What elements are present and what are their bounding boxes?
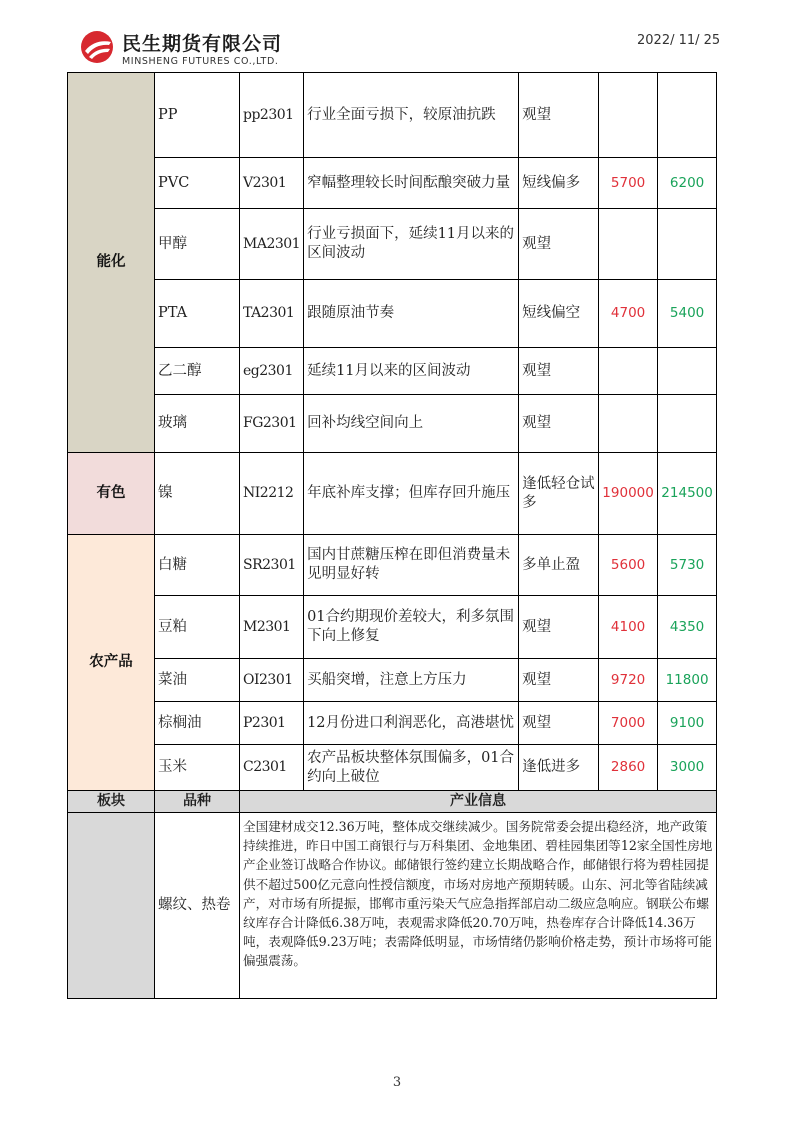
company-logo-icon [80, 30, 114, 64]
strategy: 短线偏空 [519, 280, 599, 348]
resistance-price: 6200 [658, 158, 717, 209]
support-price [599, 209, 658, 280]
market-view: 买船突增，注意上方压力 [304, 659, 519, 702]
variety-name: 乙二醇 [155, 348, 240, 395]
market-view: 农产品板块整体氛围偏多，01合约向上破位 [304, 745, 519, 791]
support-price: 2860 [599, 745, 658, 791]
header-industry-info: 产业信息 [240, 791, 717, 813]
market-view: 年底补库支撑；但库存回升施压 [304, 453, 519, 535]
header-sector: 板块 [68, 791, 155, 813]
contract-code: TA2301 [240, 280, 304, 348]
resistance-price: 11800 [658, 659, 717, 702]
contract-code: eg2301 [240, 348, 304, 395]
strategy: 观望 [519, 395, 599, 453]
contract-code: C2301 [240, 745, 304, 791]
header-variety: 品种 [155, 791, 240, 813]
strategy: 观望 [519, 73, 599, 158]
resistance-price: 9100 [658, 702, 717, 745]
table-row [68, 158, 717, 209]
strategy-table [67, 72, 717, 999]
sector-energy: 能化 [68, 73, 155, 453]
variety-name: 白糖 [155, 535, 240, 596]
variety-name: 玻璃 [155, 395, 240, 453]
support-price [599, 348, 658, 395]
report-date: 2022/ 11/ 25 [637, 33, 721, 48]
variety-name: 甲醇 [155, 209, 240, 280]
info-header-row [68, 791, 717, 813]
table-row [68, 535, 717, 596]
resistance-price: 5400 [658, 280, 717, 348]
market-view: 行业亏损面下，延续11月以来的区间波动 [304, 209, 519, 280]
strategy: 观望 [519, 659, 599, 702]
strategy: 逢低进多 [519, 745, 599, 791]
market-view: 窄幅整理较长时间酝酿突破力量 [304, 158, 519, 209]
info-variety: 螺纹、热卷 [155, 813, 240, 999]
contract-code: MA2301 [240, 209, 304, 280]
market-view: 国内甘蔗糖压榨在即但消费量未见明显好转 [304, 535, 519, 596]
support-price: 190000 [599, 453, 658, 535]
variety-name: PTA [155, 280, 240, 348]
support-price: 4700 [599, 280, 658, 348]
market-view: 延续11月以来的区间波动 [304, 348, 519, 395]
table-row [68, 348, 717, 395]
resistance-price: 3000 [658, 745, 717, 791]
resistance-price: 5730 [658, 535, 717, 596]
support-price [599, 395, 658, 453]
strategy: 多单止盈 [519, 535, 599, 596]
page-number: 3 [392, 1075, 402, 1090]
contract-code: OI2301 [240, 659, 304, 702]
market-view: 01合约期现价差较大，利多氛围下向上修复 [304, 596, 519, 659]
resistance-price [658, 209, 717, 280]
contract-code: V2301 [240, 158, 304, 209]
strategy: 观望 [519, 209, 599, 280]
contract-code: pp2301 [240, 73, 304, 158]
strategy: 观望 [519, 702, 599, 745]
variety-name: PVC [155, 158, 240, 209]
sector-agri: 农产品 [68, 535, 155, 791]
variety-name: 豆粕 [155, 596, 240, 659]
support-price: 5700 [599, 158, 658, 209]
support-price [599, 73, 658, 158]
market-view: 行业全面亏损下，较原油抗跌 [304, 73, 519, 158]
contract-code: P2301 [240, 702, 304, 745]
table-row [68, 745, 717, 791]
company-name-en: MINSHENG FUTURES CO.,LTD. [122, 56, 279, 67]
contract-code: M2301 [240, 596, 304, 659]
info-row [68, 813, 717, 999]
sector-metal: 有色 [68, 453, 155, 535]
variety-name: 镍 [155, 453, 240, 535]
strategy: 短线偏多 [519, 158, 599, 209]
table-row [68, 659, 717, 702]
table-row [68, 73, 717, 158]
resistance-price [658, 348, 717, 395]
strategy: 观望 [519, 596, 599, 659]
table-row [68, 596, 717, 659]
strategy: 逢低轻仓试多 [519, 453, 599, 535]
contract-code: SR2301 [240, 535, 304, 596]
strategy: 观望 [519, 348, 599, 395]
market-view: 跟随原油节奏 [304, 280, 519, 348]
resistance-price [658, 73, 717, 158]
table-row [68, 209, 717, 280]
contract-code: FG2301 [240, 395, 304, 453]
market-view: 回补均线空间向上 [304, 395, 519, 453]
support-price: 9720 [599, 659, 658, 702]
contract-code: NI2212 [240, 453, 304, 535]
variety-name: 棕榈油 [155, 702, 240, 745]
support-price: 5600 [599, 535, 658, 596]
resistance-price: 4350 [658, 596, 717, 659]
variety-name: 菜油 [155, 659, 240, 702]
variety-name: PP [155, 73, 240, 158]
resistance-price [658, 395, 717, 453]
variety-name: 玉米 [155, 745, 240, 791]
support-price: 7000 [599, 702, 658, 745]
table-row [68, 453, 717, 535]
sector-steel [68, 813, 155, 999]
resistance-price: 214500 [658, 453, 717, 535]
table-row [68, 280, 717, 348]
company-name-cn: 民生期货有限公司 [122, 33, 283, 55]
support-price: 4100 [599, 596, 658, 659]
table-row [68, 395, 717, 453]
page-header [0, 0, 794, 72]
table-row [68, 702, 717, 745]
market-view: 12月份进口利润恶化，高港堪忧 [304, 702, 519, 745]
industry-info-text: 全国建材成交12.36万吨，整体成交继续减少。国务院常委会提出稳经济，地产政策持续推进，昨日中国工商银行与万科集团、金地集团、碧桂园集团等12家全国性房地产企业签订战略合作协议。邮储银行签约建立长期战略合作，邮储银行将为碧桂园提供不超过500亿元意向性授信额度，市场对房地产预期转暖。山东、河北等省陆续减产，对市场有所提振，邯郸市重污染天气应急指挥部启动二级应急响应。钢联公布螺纹库存合计降低6.38万吨，表观需求降低20.70万吨，热卷库存合计降低14.36万吨，表观降低9.23万吨；表需降低明显，市场情绪仍影响价格走势，预计市场将可能偏强震荡。 [240, 813, 717, 999]
